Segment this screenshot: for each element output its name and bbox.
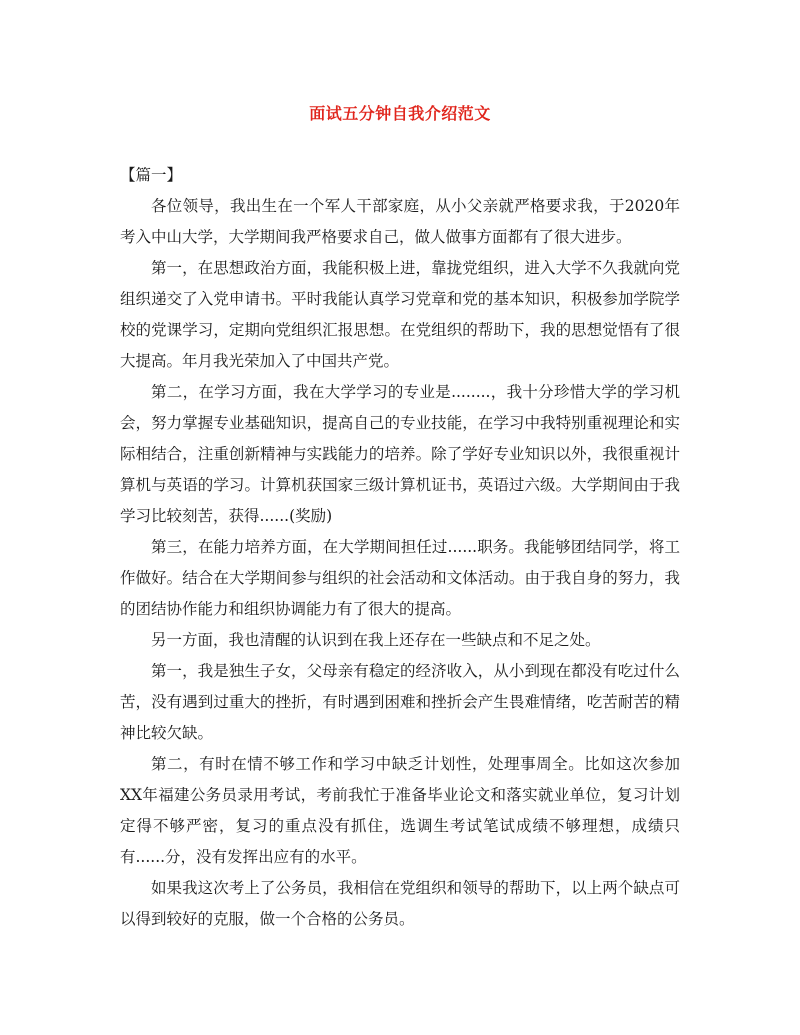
paragraph-8: 如果我这次考上了公务员，我相信在党组织和领导的帮助下，以上两个缺点可以得到较好的克服，做一个合格的公务员。 <box>120 879 680 928</box>
paragraph-3: 第二，在学习方面，我在大学学习的专业是........，我十分珍惜大学的学习机会，努力掌握专业基础知识，提高自己的专业技能，在学习中我特别重视理论和实际相结合，注重创新精神与实践能力的培养。除了学好专业知识以外，我很重视计算机与英语的学习。计算机获国家三级计算机证书，英语过六级。大学期间由于我学习比较刻苦，获得......(奖励) <box>120 383 680 525</box>
paragraph-2: 第一，在思想政治方面，我能积极上进，靠拢党组织，进入大学不久我就向党组织递交了入党申请书。平时我能认真学习党章和党的基本知识，积极参加学院学校的党课学习，定期向党组织汇报思想。在党组织的帮助下，我的思想觉悟有了很大提高。年月我光荣加入了中国共产党。 <box>120 259 680 370</box>
document-body <box>120 160 680 935</box>
paragraph-1: 各位领导，我出生在一个军人干部家庭，从小父亲就严格要求我，于2020年考入中山大学，大学期间我严格要求自己，做人做事方面都有了很大进步。 <box>120 197 680 246</box>
paragraph-4: 第三，在能力培养方面，在大学期间担任过......职务。我能够团结同学，将工作做好。结合在大学期间参与组织的社会活动和文体活动。由于我自身的努力，我的团结协作能力和组织协调能力有了很大的提高。 <box>120 538 680 618</box>
section-label: 【篇一】 <box>120 166 183 184</box>
document-title: 面试五分钟自我介绍范文 <box>309 104 491 123</box>
paragraph-7: 第二，有时在情不够工作和学习中缺乏计划性，处理事周全。比如这次参加XX年福建公务员录用考试，考前我忙于准备毕业论文和落实就业单位，复习计划定得不够严密，复习的重点没有抓住，选调生考试笔试成绩不够理想，成绩只有......分，没有发挥出应有的水平。 <box>120 755 680 866</box>
paragraph-6: 第一，我是独生子女，父母亲有稳定的经济收入，从小到现在都没有吃过什么苦，没有遇到过重大的挫折，有时遇到困难和挫折会产生畏难情绪，吃苦耐苦的精神比较欠缺。 <box>120 662 680 742</box>
paragraph-5: 另一方面，我也清醒的认识到在我上还存在一些缺点和不足之处。 <box>151 631 601 649</box>
